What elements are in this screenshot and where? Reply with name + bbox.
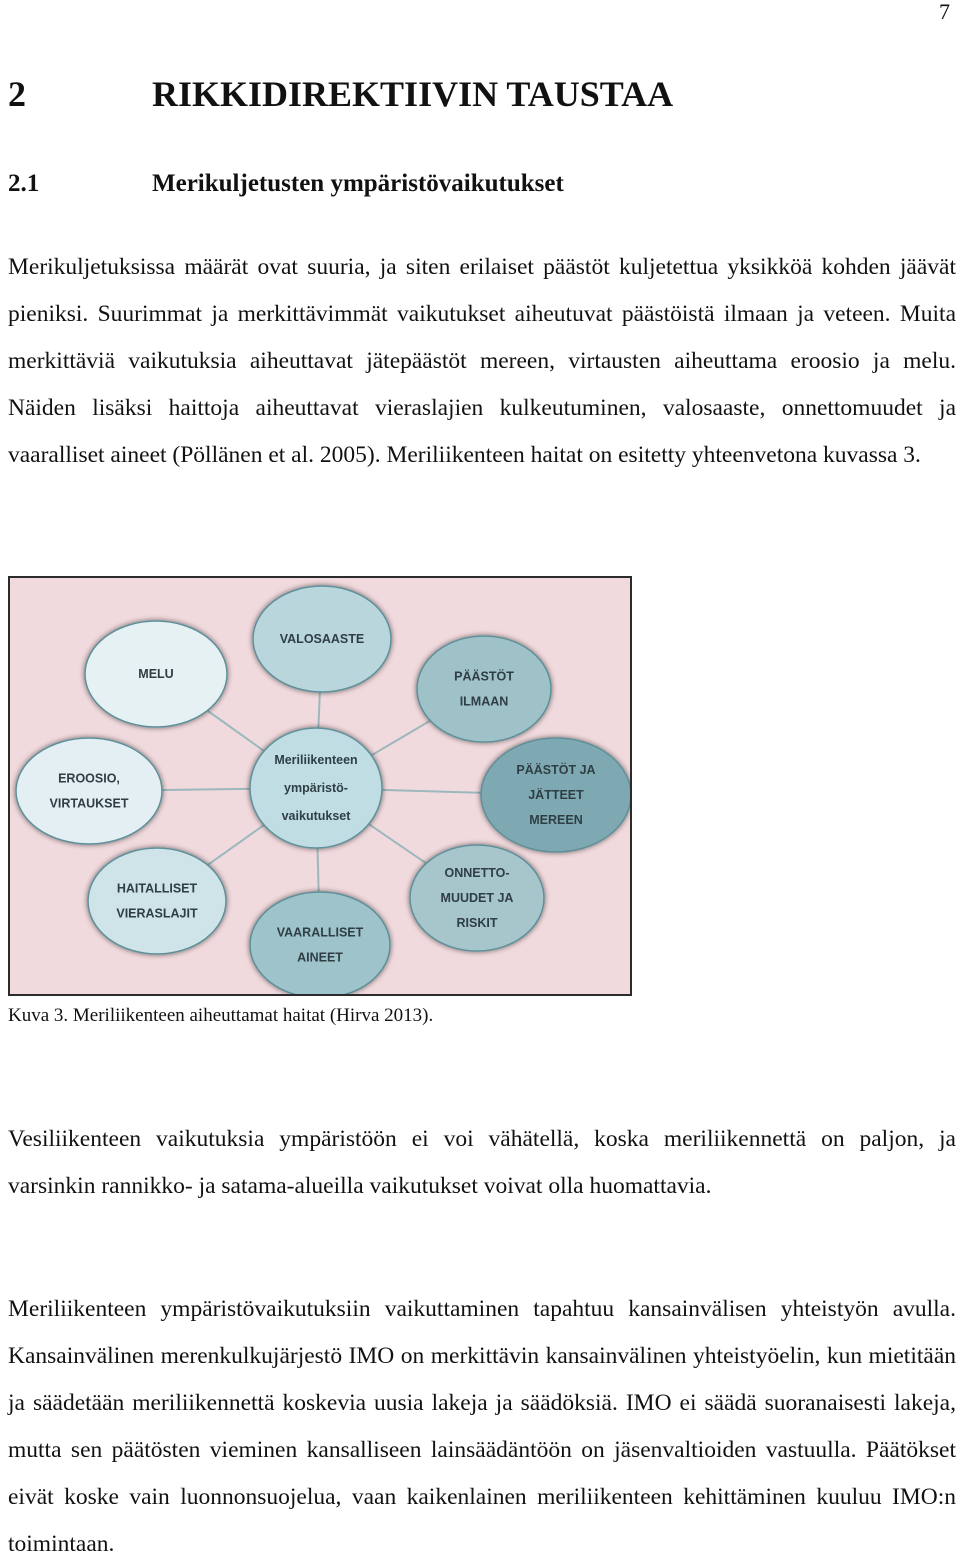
node-ellipse-haitalliset-vieraslajit [88,848,226,954]
node-paastot-ja-jatteet-label-line: PÄÄSTÖT JA [516,763,596,777]
node-ellipse-paastot-ilmaan [417,636,551,742]
chapter-heading [8,72,673,116]
node-center-label-line: vaikutukset [281,809,351,823]
body-paragraph: Meriliikenteen ympäristövaikutuksiin vaikuttaminen tapahtuu kansainvälisen yhteistyön avulla. Kansainvälinen merenkulkujärjestö IMO on merkittävin kansainvälinen yhteistyöelin, kun mietitään ja säädetään meriliikennettä koskevia uusia lakeja ja säädöksiä. IMO ei säädä suoranaisesti lakeja, mutta sen päätösten vieminen kansalliseen lainsäädäntöön on jäsenvaltioiden vastuulla. Päätökset eivät koske vain luonnonsuojelua, vaan kaikenlainen meriliikenteen kehittäminen kuuluu IMO:n toimintaan. [8,1296,956,1557]
node-haitalliset-vieraslajit-label-line: VIERASLAJIT [116,906,198,921]
node-center-label-line: ympäristö- [284,781,348,795]
section-number: 2.1 [8,170,40,197]
node-melu [85,621,227,727]
node-onnettomuudet-label-line: RISKIT [456,916,498,930]
node-paastot-ja-jatteet-label-line: JÄTTEET [528,788,584,802]
node-haitalliset-vieraslajit-label-line: HAITALLISET [116,881,198,896]
node-vaaralliset-aineet [250,892,390,994]
node-valosaaste-label-line: VALOSAASTE [279,632,365,646]
node-paastot-ilmaan-label-line: ILMAAN [459,694,509,709]
node-center-label-line: Meriliikenteen [274,753,358,767]
node-paastot-ja-jatteet [481,738,630,852]
diagram-nodes [16,586,630,994]
impact-diagram [8,576,632,996]
chapter-number: 2 [8,74,26,114]
node-haitalliset-vieraslajit [88,848,226,954]
node-onnettomuudet-label-line: ONNETTO- [444,866,510,880]
body-paragraph: Merikuljetuksissa määrät ovat suuria, ja siten erilaiset päästöt kuljetettua yksikköä kohden jäävät pieniksi. Suurimmat ja merkittävimmät vaikutukset aiheutuvat päästöistä ilmaan ja veteen. Muita merkittäviä vaikutuksia aiheuttavat jätepäästöt mereen, virtausten aiheuttama eroosio ja melu. Näiden lisäksi haittoja aiheuttavat vieraslajien kulkeutuminen, valosaaste, onnettomuudet ja vaaralliset aineet (Pöllänen et al. 2005). Meriliikenteen haitat on esitetty yhteenvetona kuvassa 3. [8,254,956,468]
page-number: 7 [939,0,950,24]
node-vaaralliset-aineet-label-line: VAARALLISET [276,925,364,940]
node-eroosio-label-line: VIRTAUKSET [49,796,129,811]
node-paastot-ilmaan-label-line: PÄÄSTÖT [454,669,514,684]
node-ellipse-vaaralliset-aineet [250,892,390,994]
figure-caption: Kuva 3. Meriliikenteen aiheuttamat haitat (Hirva 2013). [8,1005,434,1026]
node-ellipse-eroosio [16,738,162,844]
node-paastot-ilmaan [417,636,551,742]
node-eroosio-label-line: EROOSIO, [58,771,120,786]
chapter-title: RIKKIDIREKTIIVIN TAUSTAA [152,74,674,114]
body-paragraph: Vesiliikenteen vaikutuksia ympäristöön ei voi vähätellä, koska meriliikennettä on paljon, ja varsinkin rannikko- ja satama-alueilla vaikutukset voivat olla huomattavia. [8,1126,956,1199]
section-title: Merikuljetusten ympäristövaikutukset [152,170,564,197]
node-center [250,728,382,848]
node-onnettomuudet [410,845,544,951]
node-vaaralliset-aineet-label-line: AINEET [297,950,343,965]
node-valosaaste [253,586,391,692]
node-eroosio [16,738,162,844]
diagram-canvas [10,578,630,994]
node-onnettomuudet-label-line: MUUDET JA [440,891,514,905]
node-paastot-ja-jatteet-label-line: MEREEN [529,813,583,827]
node-melu-label-line: MELU [138,667,174,681]
section-heading [8,168,564,200]
